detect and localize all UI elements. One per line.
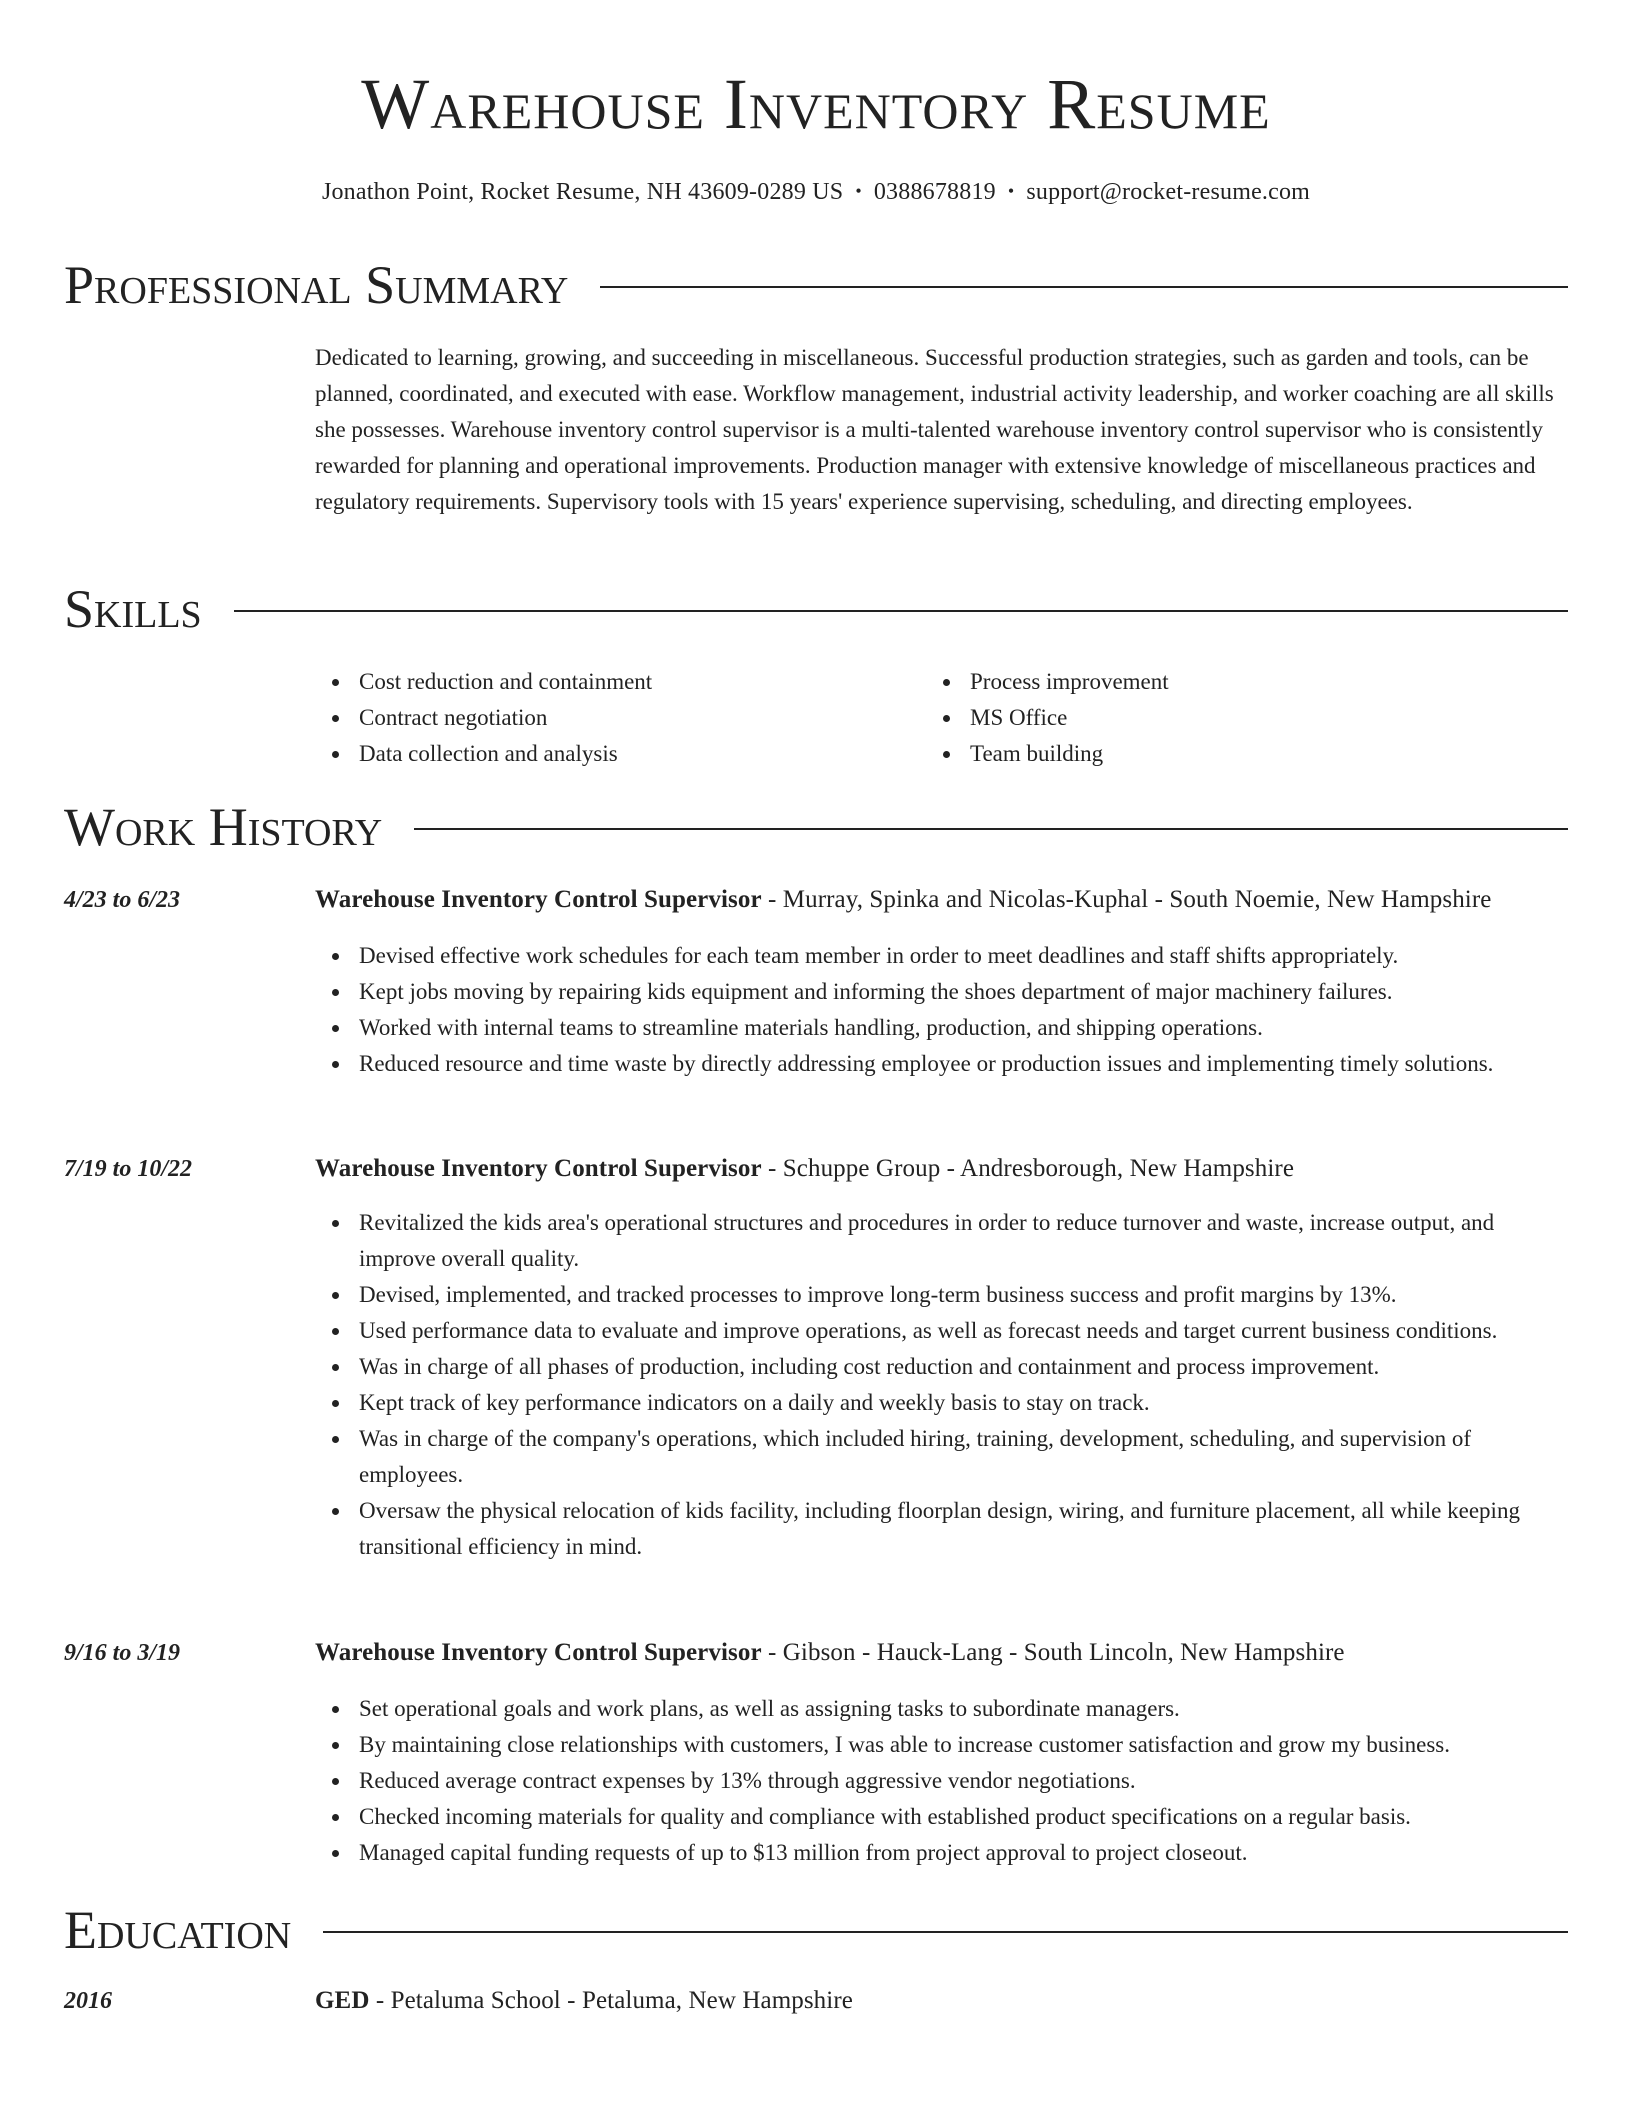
- job-company-location: - Schuppe Group - Andresborough, New Hampshire: [761, 1155, 1295, 1182]
- job-title: Warehouse Inventory Control Supervisor: [315, 886, 762, 913]
- job-duties: [315, 1205, 1575, 1565]
- job-dates: 9/16 to 3/19: [64, 1640, 181, 1666]
- skill-item: MS Office: [926, 700, 1486, 736]
- skills-column-left: [315, 664, 875, 772]
- summary-paragraph: Dedicated to learning, growing, and succeeding in miscellaneous. Successful production strategies, such as garden and tools, can be planned, coordinated, and executed with ease. Workflow management, industrial activity leadership, and worker coaching are all skills she possesses. Warehouse inventory control supervisor is a multi-talented warehouse inventory control supervisor who is consistently rewarded for planning and operational improvements. Production manager with extensive knowledge of miscellaneous practices and regulatory requirements. Supervisory tools with 15 years' experience supervising, scheduling, and directing employees.: [315, 345, 1554, 514]
- job-title: Warehouse Inventory Control Supervisor: [315, 1155, 762, 1182]
- skill-item: Team building: [926, 736, 1486, 772]
- contact-phone: 0388678819: [873, 179, 996, 205]
- contact-separator: •: [1007, 181, 1015, 201]
- resume-title: Warehouse Inventory Resume: [361, 64, 1271, 144]
- job-duty: Devised effective work schedules for each team member in order to meet deadlines and staff shifts appropriately.: [315, 938, 1575, 974]
- skills-column-right: [926, 664, 1486, 772]
- job-duty: Checked incoming materials for quality and compliance with established product specifications on a regular basis.: [315, 1799, 1575, 1835]
- job-duty: Kept jobs moving by repairing kids equipment and informing the shoes department of major machinery failures.: [315, 974, 1575, 1010]
- job-heading: [315, 1637, 1345, 1669]
- education-school-location: - Petaluma School - Petaluma, New Hampshire: [369, 1987, 853, 2014]
- section-title: Skills: [64, 579, 202, 639]
- job-duty: Was in charge of all phases of production, including cost reduction and containment and process improvement.: [315, 1349, 1575, 1385]
- section-title: Education: [64, 1900, 292, 1960]
- contact-address: Jonathon Point, Rocket Resume, NH 43609-0289 US: [321, 179, 844, 205]
- skill-item: Process improvement: [926, 664, 1486, 700]
- job-title: Warehouse Inventory Control Supervisor: [315, 1639, 762, 1666]
- section-divider: [414, 828, 1568, 830]
- job-duty: Devised, implemented, and tracked processes to improve long-term business success and profit margins by 13%.: [315, 1277, 1575, 1313]
- job-duty: Reduced resource and time waste by directly addressing employee or production issues and implementing timely solutions.: [315, 1046, 1575, 1082]
- section-heading-work-history: [64, 794, 1568, 860]
- job-duty: Managed capital funding requests of up to $13 million from project approval to project closeout.: [315, 1835, 1575, 1871]
- section-title: Professional Summary: [64, 255, 569, 315]
- job-duty: By maintaining close relationships with customers, I was able to increase customer satisfaction and grow my business.: [315, 1727, 1575, 1763]
- section-heading-summary: [64, 252, 1568, 318]
- job-company-location: - Murray, Spinka and Nicolas-Kuphal - South Noemie, New Hampshire: [761, 886, 1492, 913]
- education-degree: GED: [315, 1987, 370, 2014]
- job-heading: [315, 884, 1491, 916]
- job-dates: 4/23 to 6/23: [64, 887, 181, 913]
- contact-email: support@rocket-resume.com: [1026, 179, 1311, 205]
- job-duty: Used performance data to evaluate and improve operations, as well as forecast needs and target current business conditions.: [315, 1313, 1575, 1349]
- skill-item: Data collection and analysis: [315, 736, 875, 772]
- education-year: 2016: [64, 1988, 112, 2014]
- job-duties: [315, 938, 1575, 1082]
- section-divider: [234, 610, 1568, 612]
- job-duty: Reduced average contract expenses by 13% through aggressive vendor negotiations.: [315, 1763, 1575, 1799]
- section-heading-skills: [64, 576, 1568, 642]
- job-duty: Set operational goals and work plans, as well as assigning tasks to subordinate managers.: [315, 1691, 1575, 1727]
- contact-line: [0, 176, 1632, 207]
- section-divider: [323, 1931, 1568, 1933]
- job-duty: Was in charge of the company's operations, which included hiring, training, development, scheduling, and supervision of employees.: [315, 1421, 1575, 1493]
- job-duty: Revitalized the kids area's operational structures and procedures in order to reduce turnover and waste, increase output, and improve overall quality.: [315, 1205, 1575, 1277]
- section-divider: [600, 286, 1568, 288]
- skill-item: Contract negotiation: [315, 700, 875, 736]
- job-company-location: - Gibson - Hauck-Lang - South Lincoln, New Hampshire: [761, 1639, 1345, 1666]
- contact-separator: •: [855, 181, 862, 201]
- job-duty: Kept track of key performance indicators on a daily and weekly basis to stay on track.: [315, 1385, 1575, 1421]
- skill-item: Cost reduction and containment: [315, 664, 875, 700]
- job-dates: 7/19 to 10/22: [64, 1156, 193, 1182]
- education-heading: [315, 1985, 853, 2017]
- section-title: Work History: [64, 797, 383, 857]
- job-duties: [315, 1691, 1575, 1871]
- job-duty: Worked with internal teams to streamline materials handling, production, and shipping operations.: [315, 1010, 1575, 1046]
- job-heading: [315, 1153, 1294, 1185]
- job-duty: Oversaw the physical relocation of kids facility, including floorplan design, wiring, and furniture placement, all while keeping transitional efficiency in mind.: [315, 1493, 1575, 1565]
- section-heading-education: [64, 1897, 1568, 1963]
